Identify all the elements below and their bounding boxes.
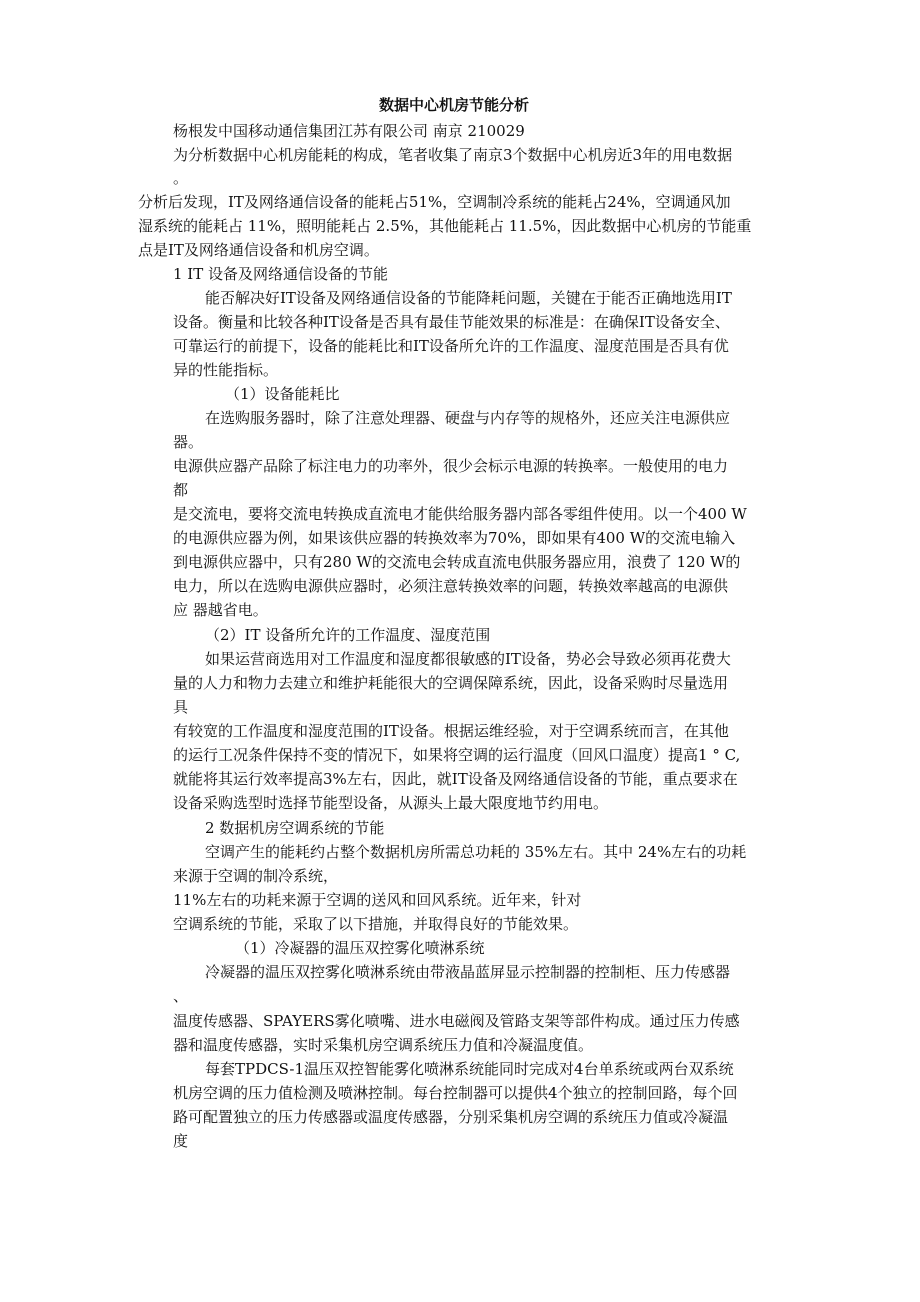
text-line: 。	[173, 169, 189, 187]
text-line: 是交流电，要将交流电转换成直流电才能供给服务器内部各零组件使用。以一个400 W	[173, 505, 747, 523]
text-line: 的电源供应器为例，如果该供应器的转换效率为70%，即如果有400 W的交流电输入	[173, 529, 736, 547]
text-line: 在选购服务器时，除了注意处理器、硬盘与内存等的规格外，还应关注电源供应	[205, 409, 731, 427]
text-line: 电力，所以在选购电源供应器时，必须注意转换效率的问题，转换效率越高的电源供	[173, 577, 729, 595]
text-line: 如果运营商选用对工作温度和湿度都很敏感的IT设备，势必会导致必须再花费大	[205, 650, 731, 668]
text-line: 冷凝器的温压双控雾化喷淋系统由带液晶蓝屏显示控制器的控制柜、压力传感器	[205, 963, 731, 981]
text-line: 器和温度传感器，实时采集机房空调系统压力值和冷凝温度值。	[173, 1036, 594, 1054]
subsection-heading: （1）冷凝器的温压双控雾化喷淋系统	[235, 939, 485, 957]
text-line: 设备采购选型时选择节能型设备，从源头上最大限度地节约用电。	[173, 794, 609, 812]
text-line: 都	[173, 481, 189, 499]
text-line: 路可配置独立的压力传感器或温度传感器，分别采集机房空调的系统压力值或冷凝温	[173, 1108, 729, 1126]
text-line: 的运行工况条件保持不变的情况下，如果将空调的运行温度（回风口温度）提高1 ° C,	[173, 746, 741, 764]
text-line: 、	[173, 987, 189, 1005]
text-line: 为分析数据中心机房能耗的构成，笔者收集了南京3个数据中心机房近3年的用电数据	[173, 146, 733, 164]
text-line: 设备。衡量和比较各种IT设备是否具有最佳节能效果的标准是：在确保IT设备安全、	[173, 313, 730, 331]
text-line: 点是IT及网络通信设备和机房空调。	[138, 241, 379, 259]
text-line: 电源供应器产品除了标注电力的功率外，很少会标示电源的转换率。一般使用的电力	[173, 457, 729, 475]
author-line: 杨根发中国移动通信集团江苏有限公司 南京 210029	[173, 122, 525, 140]
text-line: 度	[173, 1132, 189, 1150]
text-line: 具	[173, 698, 189, 716]
text-line: 就能将其运行效率提高3%左右，因此，就IT设备及网络通信设备的节能，重点要求在	[173, 770, 738, 788]
section-heading: 1 IT 设备及网络通信设备的节能	[173, 265, 389, 283]
subsection-heading: （2）IT 设备所允许的工作温度、湿度范围	[205, 626, 491, 644]
doc-title: 数据中心机房节能分析	[379, 96, 530, 114]
text-line: 有较宽的工作温度和湿度范围的IT设备。根据运维经验，对于空调系统而言，在其他	[173, 722, 729, 740]
text-line: 机房空调的压力值检测及喷淋控制。每台控制器可以提供4个独立的控制回路，每个回	[173, 1084, 738, 1102]
text-line: 来源于空调的制冷系统，	[173, 867, 339, 885]
text-line: 到电源供应器中，只有280 W的交流电会转成直流电供服务器应用，浪费了 120 W的	[173, 553, 741, 571]
text-line: 异的性能指标。	[173, 361, 279, 379]
text-line: 湿系统的能耗占 11%，照明能耗占 2.5%，其他能耗占 11.5%，因此数据中心机房的节能重	[138, 217, 752, 235]
text-line: 分析后发现，IT及网络通信设备的能耗占51%，空调制冷系统的能耗占24%，空调通风加	[138, 193, 731, 211]
text-line: 空调产生的能耗约占整个数据机房所需总功耗的 35%左右。其中 24%左右的功耗	[205, 843, 747, 861]
text-line: 量的人力和物力去建立和维护耗能很大的空调保障系统，因此，设备采购时尽量选用	[173, 674, 729, 692]
section-heading: 2 数据机房空调系统的节能	[205, 819, 385, 837]
subsection-heading: （1）设备能耗比	[225, 385, 340, 403]
text-line: 空调系统的节能，采取了以下措施，并取得良好的节能效果。	[173, 915, 579, 933]
text-line: 温度传感器、SPAYERS雾化喷嘴、进水电磁阀及管路支架等部件构成。通过压力传感	[173, 1012, 740, 1030]
text-line: 11%左右的功耗来源于空调的送风和回风系统。近年来，针对	[173, 891, 582, 909]
text-line: 可靠运行的前提下，设备的能耗比和IT设备所允许的工作温度、湿度范围是否具有优	[173, 337, 729, 355]
text-line: 应 器越省电。	[173, 601, 268, 619]
text-line: 器。	[173, 433, 204, 451]
text-line: 每套TPDCS-1温压双控智能雾化喷淋系统能同时完成对4台单系统或两台双系统	[205, 1060, 734, 1078]
text-line: 能否解决好IT设备及网络通信设备的节能降耗问题，关键在于能否正确地选用IT	[205, 289, 732, 307]
